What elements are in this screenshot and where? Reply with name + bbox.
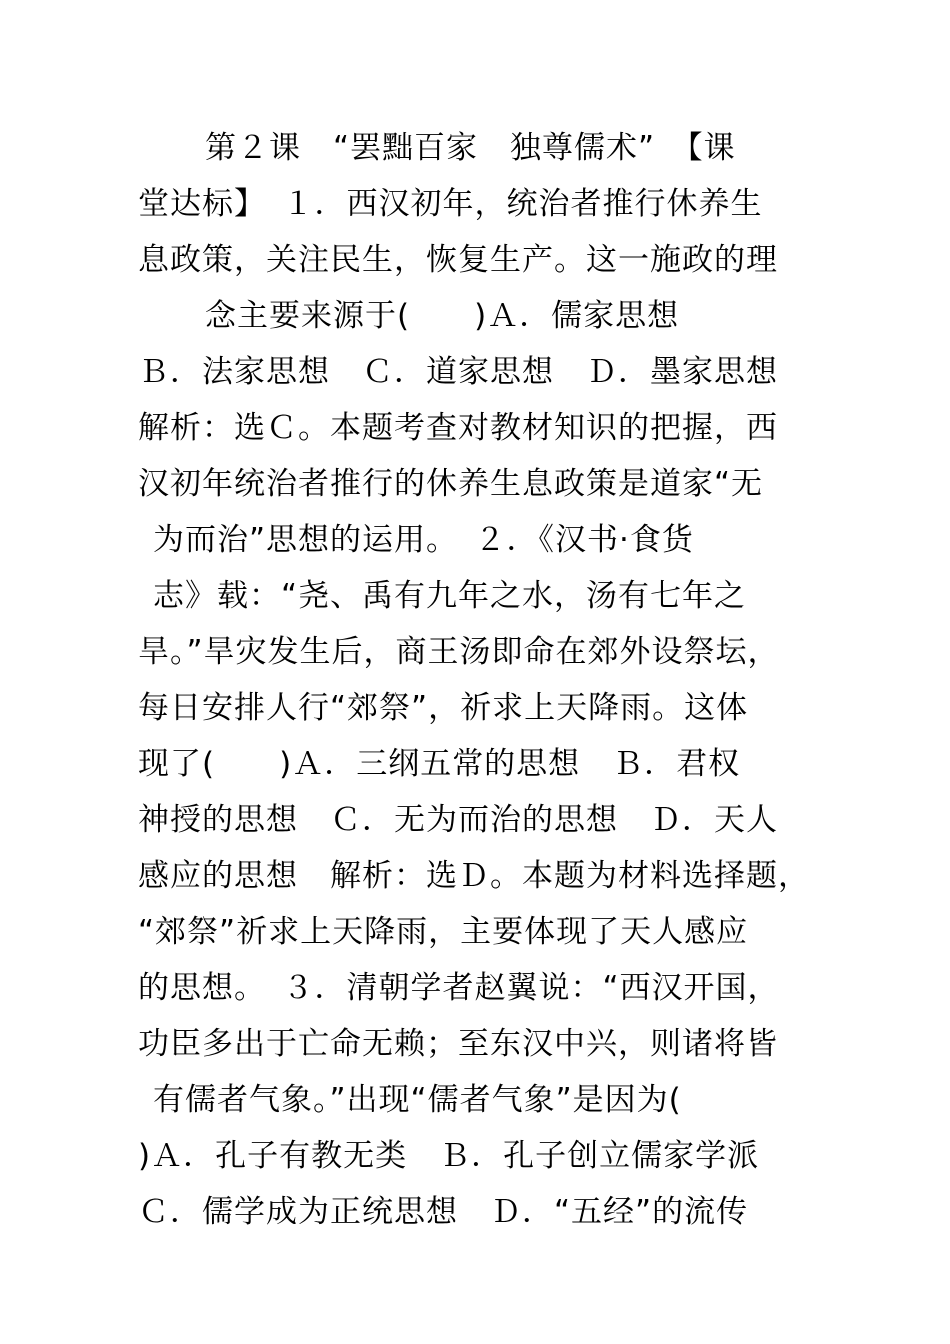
text-line: 堂达标】 １．西汉初年，统治者推行休养生 xyxy=(138,186,763,222)
text-line: 汉初年统治者推行的休养生息政策是道家“无 xyxy=(138,466,764,502)
text-line: 志》载：“尧、禹有九年之水，汤有七年之 xyxy=(153,578,747,614)
text-line: 每日安排人行“郊祭”，祈求上天降雨。这体 xyxy=(138,690,749,726)
text-line: 感应的思想 解析：选Ｄ。本题为材料选择题， xyxy=(138,858,810,894)
text-line: 旱。”旱灾发生后，商王汤即命在郊外设祭坛， xyxy=(138,634,780,670)
text-line: 为而治”思想的运用。 ２．《汉书·食货 xyxy=(153,522,694,558)
text-line: 息政策，关注民生，恢复生产。这一施政的理 xyxy=(138,242,778,278)
text-line: 功臣多出于亡命无赖；至东汉中兴，则诸将皆 xyxy=(138,1026,778,1062)
text-line: Ｃ．儒学成为正统思想 Ｄ．“五经”的流传 xyxy=(138,1194,749,1230)
text-line: 神授的思想 Ｃ．无为而治的思想 Ｄ．天人 xyxy=(138,802,778,838)
text-line: Ｂ．法家思想 Ｃ．道家思想 Ｄ．墨家思想 xyxy=(138,354,778,390)
text-line: 第２课 “罢黜百家 独尊儒术” 【课 xyxy=(205,130,736,166)
text-line: 现了( )Ａ．三纲五常的思想 Ｂ．君权 xyxy=(138,746,741,782)
text-line: )Ａ．孔子有教无类 Ｂ．孔子创立儒家学派 xyxy=(138,1138,760,1174)
text-line: 的思想。 ３．清朝学者赵翼说：“西汉开国， xyxy=(138,970,780,1006)
text-line: 解析：选Ｃ。本题考查对教材知识的把握，西 xyxy=(138,410,778,446)
text-line: 念主要来源于( )Ａ．儒家思想 xyxy=(205,298,680,334)
text-line: “郊祭”祈求上天降雨，主要体现了天人感应 xyxy=(138,914,749,950)
text-line: 有儒者气象。”出现“儒者气象”是因为( xyxy=(153,1082,682,1118)
